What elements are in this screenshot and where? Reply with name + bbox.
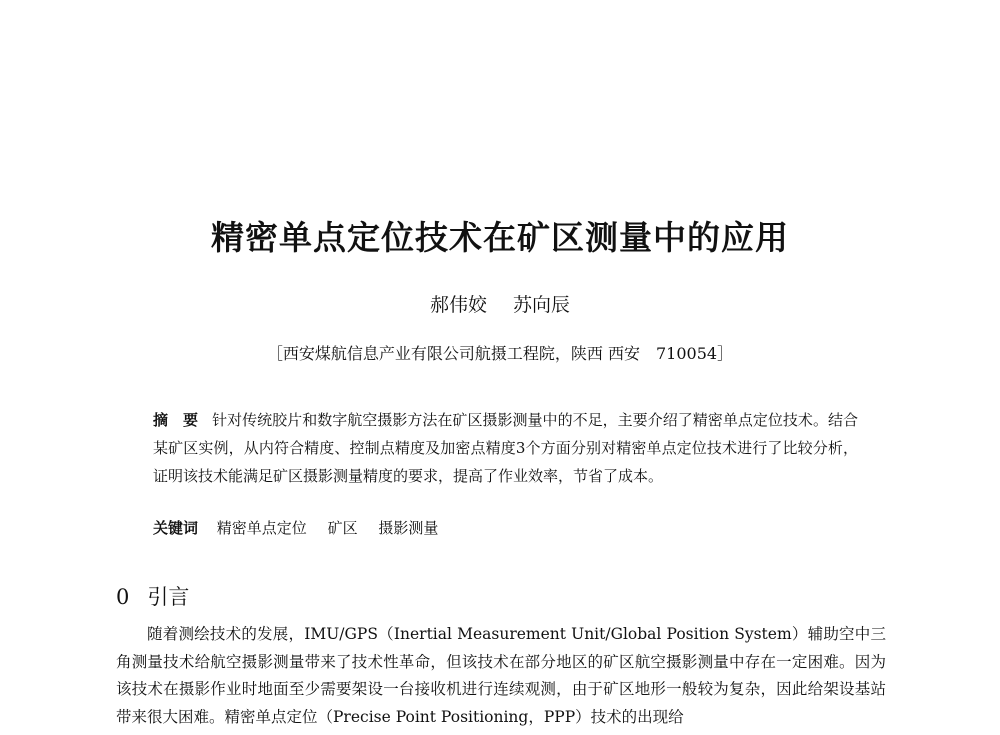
- affiliation: ［西安煤航信息产业有限公司航摄工程院，陕西 西安 710054］: [266, 344, 734, 363]
- author-name: 郝伟姣: [429, 294, 487, 316]
- section-heading: [116, 581, 189, 611]
- keywords-label: 关键词: [153, 519, 199, 537]
- abstract-label: 摘 要: [153, 411, 199, 429]
- author-name: 苏向辰: [513, 294, 571, 316]
- keyword: 精密单点定位: [216, 519, 307, 537]
- body-paragraph: 随着测绘技术的发展，IMU/GPS（Inertial Measurement Unit/Global Position System）辅助空中三角测量技术给航空摄影测量带来了技术性革命，但该技术在部分地区的矿区航空摄影测量中存在一定困难。因为该技术在摄影作业时地面至少需要架设一台接收机进行连续观测，由于矿区地形一般较为复杂，因此给架设基站带来很大困难。精密单点定位（Precise Point Positioning，PPP）技术的出现给: [116, 625, 886, 726]
- keywords: [153, 514, 858, 542]
- authors: [0, 290, 1000, 317]
- section-title: 引言: [147, 585, 190, 609]
- section-number: 0: [116, 585, 130, 609]
- abstract: [153, 406, 858, 490]
- keyword: 摄影测量: [378, 519, 439, 537]
- keyword: 矿区: [327, 519, 358, 537]
- abstract-text: 针对传统胶片和数字航空摄影方法在矿区摄影测量中的不足，主要介绍了精密单点定位技术。结合某矿区实例，从内符合精度、控制点精度及加密点精度3个方面分别对精密单点定位技术进行了比较分析，证明该技术能满足矿区摄影测量精度的要求，提高了作业效率，节省了成本。: [153, 411, 858, 485]
- paper-title: 精密单点定位技术在矿区测量中的应用: [211, 218, 789, 257]
